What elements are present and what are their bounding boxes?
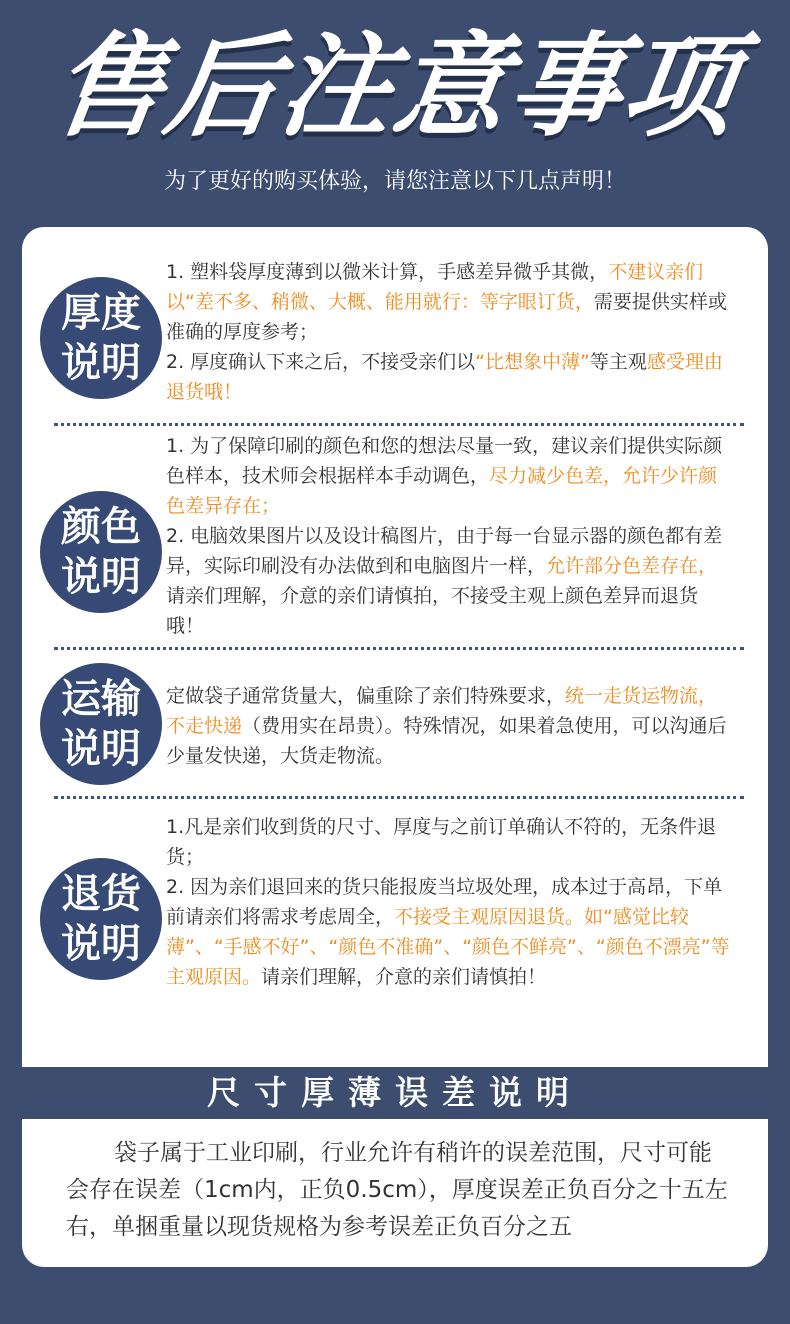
tolerance-text: 袋子属于工业印刷，行业允许有稍许的误差范围，尺寸可能会存在误差（1cm内，正负0.5cm），厚度误差正负百分之十五左右，单捆重量以现货规格为参考误差正负百分之五 [66,1140,728,1240]
section-badge: 退货 说明 [40,858,162,980]
highlight-text: 统一走货运物流，不走快递 [166,685,718,737]
highlight-text: “比想象中薄” [475,351,590,373]
body-text: 2. 厚度确认下来之后，不接受亲们以 [166,351,476,373]
body-text: 定做袋子通常货量大，偏重除了亲们特殊要求， [166,685,566,707]
body-text: 1. 为了保障印刷的颜色和您的想法尽量一致，建议亲们提供实际颜色样本，技术师会根据样本手动调色， [166,435,723,487]
section-text [166,812,734,992]
section-badge: 颜色 说明 [40,491,162,613]
body-text: （费用实在昂贵）。特殊情况，如果着急使用，可以沟通后少量发快递，大货走物流。 [166,715,727,767]
section-text [166,257,734,407]
highlight-text: 尽力减少色差，允许少许颜色差异存在； [166,465,718,517]
page-subtitle: 为了更好的购买体验，请您注意以下几点声明！ [163,169,626,194]
body-text: 1.凡是亲们收到货的尺寸、厚度与之前订单确认不符的，无条件退货； [166,816,717,868]
section-badge: 运输 说明 [40,663,162,785]
page-title: 售后注意事项 [43,22,747,152]
body-text: 需要提供实样或准确的厚度参考； [166,291,727,343]
notice-card [22,227,768,1267]
highlight-text: 不建议亲们以“差不多、稍微、大概、能用就行：等字眼订货， [166,261,704,313]
body-text: 1. 塑料袋厚度薄到以微米计算，手感差异微乎其微， [166,261,609,283]
body-text: 2. 电脑效果图片以及设计稿图片，由于每一台显示器的颜色都有差异，实际印刷没有办法做到和电脑图片一样， [166,525,723,577]
highlight-text: 感受理由退货哦！ [166,351,723,403]
section-text [166,681,734,771]
section-color [22,425,768,647]
section-text [166,431,734,641]
section-thickness [22,227,768,422]
body-text: 请亲们理解，介意的亲们请慎拍，不接受主观上颜色差异而退货哦！ [166,585,699,637]
highlight-text: 允许部分色差存在， [546,555,718,577]
section-returns [22,798,768,1058]
highlight-text: 不接受主观原因退货。如“感觉比较薄”、“手感不好”、“颜色不准确”、“颜色不鲜亮”、“颜色不漂亮”等主观原因。 [166,906,730,988]
section-badge: 厚度 说明 [40,277,162,399]
body-text: 请亲们理解，介意的亲们请慎拍！ [261,966,547,988]
tolerance-heading: 尺寸厚薄误差说明 [22,1067,768,1119]
section-shipping [22,649,768,795]
body-text: 等主观 [589,351,647,373]
body-text: 2. 因为亲们退回来的货只能报废当垃圾处理，成本过于高昂，下单前请亲们将需求考虑周全， [166,876,723,928]
